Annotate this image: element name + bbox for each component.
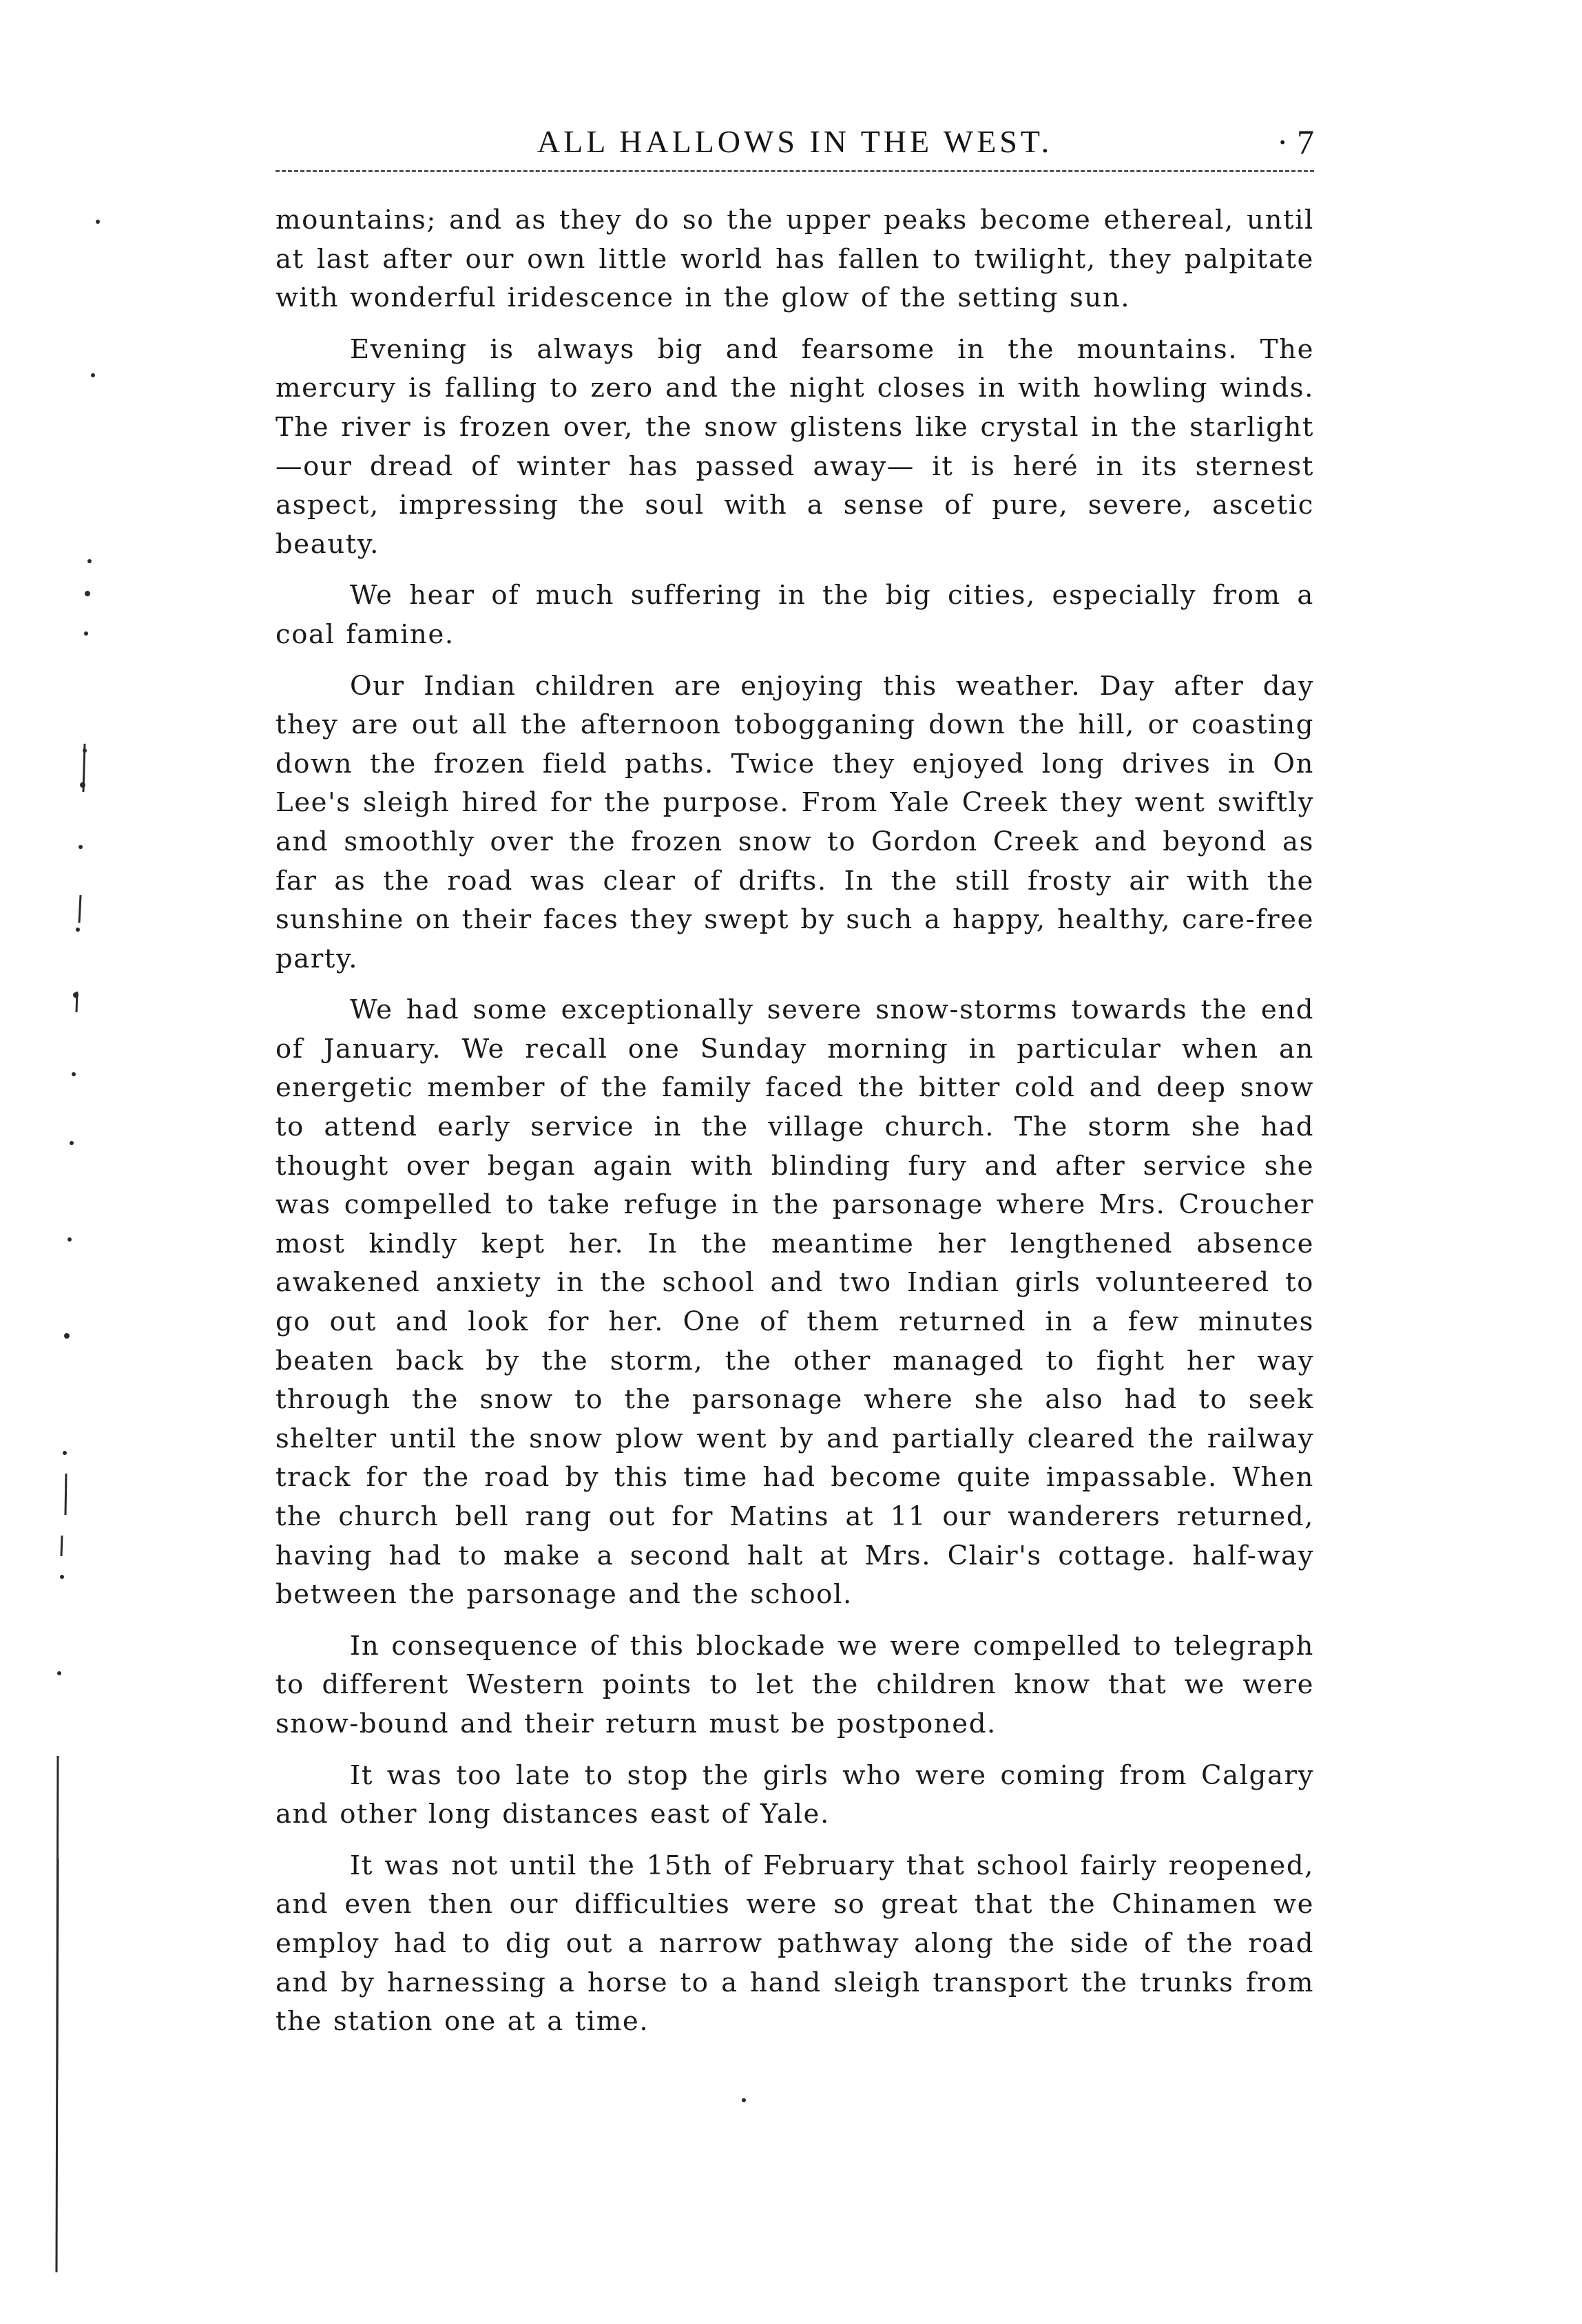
paragraph: It was too late to stop the girls who were coming from Calgary and other long distances east of Yale. (275, 1759, 1314, 1830)
paragraph: We had some exceptionally severe snow-storms towards the end of January. We recall one Sunday morning in particular when an energetic member of the family faced the bitter cold and deep snow to attend early service in the village church. The storm she had thought over began again with blinding fury and after service she was compelled to take refuge in the parsonage where Mrs. Croucher most kindly kept her. In the meantime her lengthened absence awakened anxiety in the school and two Indian girls volunteered to go out and look for her. One of them returned in a few minutes beaten back by the storm, the other managed to fight her way through the snow to the parsonage where she also had to seek shelter until the snow plow went by and partially cleared the railway track for the road by this time had become quite impassable. When the church bell rang out for Matins at 11 our wanderers returned, having had to make a second halt at Mrs. Clair's cottage. half-way between the parsonage and the school. (275, 994, 1314, 1611)
running-title: ALL HALLOWS IN THE WEST. (537, 124, 1053, 159)
paragraph: It was not until the 15th of February that school fairly reopened, and even then our difficulties were so great that the Chinamen we employ had to dig out a narrow pathway along the side of the road and by harnessing a horse to a hand sleigh transport the trunks from the station one at a time. (275, 1850, 1314, 2038)
page-number: · 7 (1276, 123, 1314, 161)
paragraph: Evening is always big and fearsome in the mountains. The mercury is falling to zero and the night closes in with howling winds. The river is frozen over, the snow glistens like crystal in the starlight—our dread of winter has passed away— it is heré in its sternest aspect, impressing the soul with a sense of pure, severe, ascetic beauty. (275, 333, 1314, 560)
paragraph: In consequence of this blockade we were compelled to telegraph to different Western points to let the children know that we were snow-bound and their return must be postponed. (275, 1630, 1314, 1739)
running-head (275, 121, 1314, 163)
body-text (275, 201, 1314, 2054)
header-rule (275, 170, 1314, 172)
paragraph: mountains; and as they do so the upper peaks become ethereal, until at last after our own little world has fallen to twilight, they palpitate with wonderful iridescence in the glow of the setting sun. (275, 205, 1314, 314)
paragraph: We hear of much suffering in the big cities, especially from a coal famine. (275, 580, 1314, 650)
paragraph: Our Indian children are enjoying this weather. Day after day they are out all the afternoon tobogganing down the hill, or coasting down the frozen field paths. Twice they enjoyed long drives in On Lee's sleigh hired for the purpose. From Yale Creek they went swiftly and smoothly over the frozen snow to Gordon Creek and beyond as far as the road was clear of drifts. In the still frosty air with the sunshine on their faces they swept by such a happy, healthy, care-free party. (275, 670, 1314, 974)
